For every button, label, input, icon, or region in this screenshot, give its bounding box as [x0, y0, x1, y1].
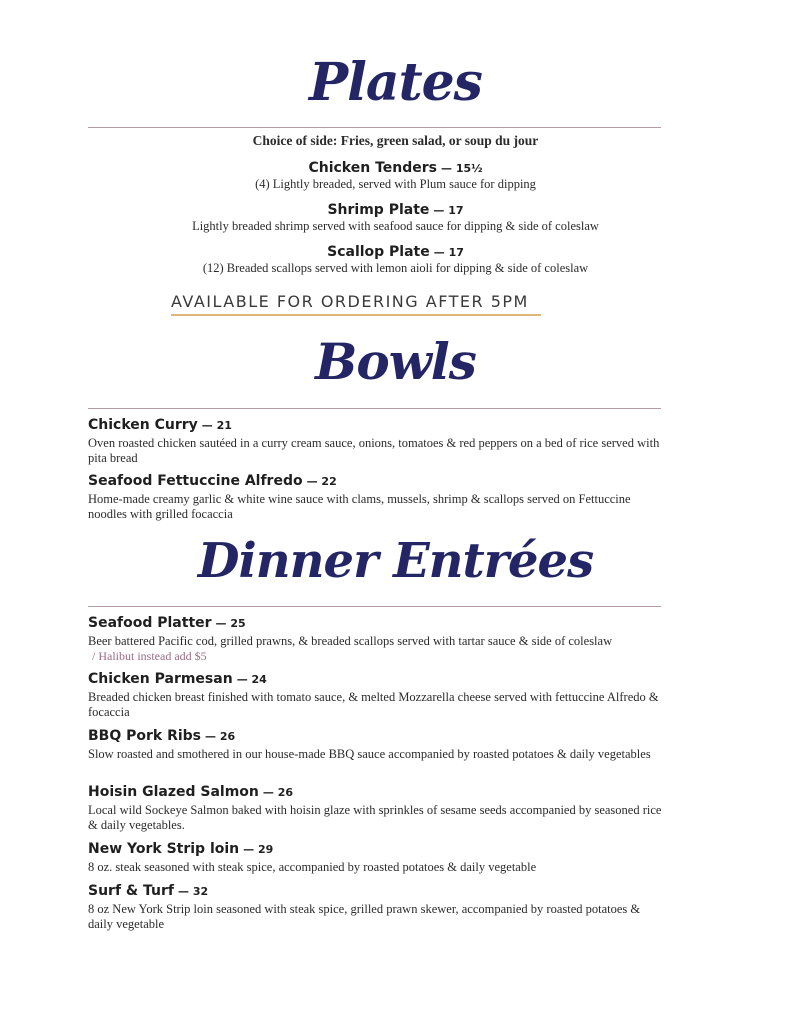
item-price: — 21 [201, 419, 232, 432]
item-description: Breaded chicken breast finished with tomato sauce, & melted Mozzarella cheese served with fettuccine Alfredo & focaccia [88, 690, 659, 719]
menu-item [88, 416, 663, 466]
item-description: Lightly breaded shrimp served with seafood sauce for dipping & side of coleslaw [192, 219, 599, 233]
item-name: Chicken Tenders [308, 160, 437, 176]
menu-item [88, 670, 663, 720]
menu-item [88, 614, 663, 664]
item-name: Shrimp Plate [327, 202, 430, 218]
section-divider [88, 408, 661, 409]
item-price: — 17 [433, 204, 464, 217]
item-price: — 22 [306, 475, 337, 488]
item-description: Beer battered Pacific cod, grilled prawns, & breaded scallops served with tartar sauce & side of coleslaw [88, 634, 613, 648]
item-price: — 26 [205, 730, 236, 743]
menu-item [88, 727, 663, 762]
plates-heading: Plates [309, 52, 482, 113]
item-name: Seafood Platter [88, 615, 212, 631]
item-description: 8 oz. steak seasoned with steak spice, accompanied by roasted potatoes & daily vegetable [88, 860, 537, 874]
item-name: BBQ Pork Ribs [88, 728, 202, 744]
item-price: — 26 [262, 786, 294, 799]
item-name: Scallop Plate [327, 244, 430, 260]
side-choice-note: Choice of side: Fries, green salad, or soup du jour [252, 133, 539, 148]
item-description: Home-made creamy garlic & white wine sauce with clams, mussels, shrimp & scallops served on Fettuccine noodles with grilled focaccia [88, 492, 631, 521]
item-description: Slow roasted and smothered in our house-made BBQ sauce accompanied by roasted potatoes & daily vegetables [88, 747, 651, 761]
item-description: 8 oz New York Strip loin seasoned with steak spice, grilled prawn skewer, accompanied by roasted potatoes & daily vegetable [88, 902, 641, 931]
menu-item [88, 840, 663, 875]
menu-item [0, 159, 791, 192]
item-name: Hoisin Glazed Salmon [88, 784, 259, 800]
item-price: — 24 [236, 673, 267, 686]
menu-item [88, 783, 663, 833]
section-divider [88, 606, 661, 607]
dinner-entrees-heading: Dinner Entrées [197, 533, 594, 589]
item-price: — 17 [433, 246, 464, 259]
section-divider [88, 127, 661, 128]
item-description: Local wild Sockeye Salmon baked with hoisin glaze with sprinkles of sesame seeds accompanied by seasoned rice & daily vegetables. [88, 803, 662, 832]
item-description: (4) Lightly breaded, served with Plum sauce for dipping [255, 177, 536, 191]
menu-item [0, 201, 791, 234]
menu-item [88, 472, 663, 522]
item-name: Surf & Turf [88, 883, 174, 899]
menu-item [0, 243, 791, 276]
item-price: — 25 [215, 617, 246, 630]
item-name: Seafood Fettuccine Alfredo [88, 473, 303, 489]
item-price: — 29 [243, 843, 274, 856]
menu-item [88, 882, 663, 932]
item-price: — 32 [177, 885, 209, 898]
item-name: Chicken Curry [88, 417, 198, 433]
item-name: Chicken Parmesan [88, 671, 233, 687]
item-addon-note: / Halibut instead add $5 [92, 649, 207, 663]
item-price: — 15½ [440, 162, 483, 175]
item-name: New York Strip loin [88, 841, 240, 857]
bowls-heading: Bowls [315, 332, 476, 391]
item-description: Oven roasted chicken sautéed in a curry cream sauce, onions, tomatoes & red peppers on a bed of rice served with pita bread [88, 436, 660, 465]
item-description: (12) Breaded scallops served with lemon aioli for dipping & side of coleslaw [202, 261, 589, 275]
availability-banner: AVAILABLE FOR ORDERING AFTER 5PM [171, 292, 541, 316]
